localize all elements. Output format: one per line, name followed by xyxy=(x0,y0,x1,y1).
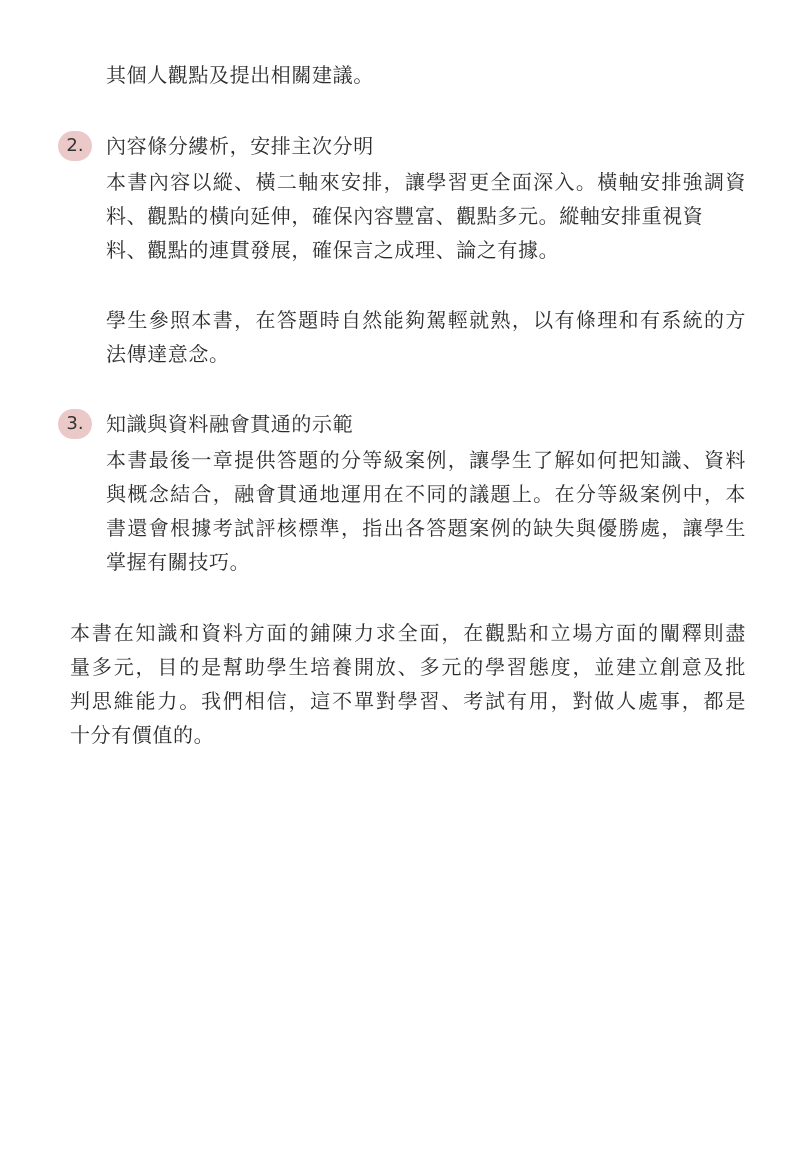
body-line: 本書最後一章提供答題的分等級案例，讓學生了解如何把知識、資料 xyxy=(106,448,746,472)
section-heading: 知識與資料融會貫通的示範 xyxy=(106,412,354,436)
body-line: 掌握有關技巧。 xyxy=(106,550,251,574)
section-number-badge: 2. xyxy=(58,131,92,161)
body-line: 書還會根據考試評核標準，指出各答題案例的缺失與優勝處，讓學生 xyxy=(106,516,746,540)
body-line: 本書在知識和資料方面的鋪陳力求全面，在觀點和立場方面的闡釋則盡 xyxy=(70,621,746,645)
conclusion-paragraph xyxy=(70,616,746,752)
body-line: 料、觀點的連貫發展，確保言之成理、論之有據。 xyxy=(106,238,560,262)
body-line: 量多元，目的是幫助學生培養開放、多元的學習態度，並建立創意及批 xyxy=(70,655,746,679)
body-line: 料、觀點的橫向延伸，確保內容豐富、觀點多元。縱軸安排重視資 xyxy=(106,204,704,228)
body-line: 法傳達意念。 xyxy=(106,342,230,366)
body-line: 與概念結合，融會貫通地運用在不同的議題上。在分等級案例中，本 xyxy=(106,482,746,506)
section-number-badge: 3. xyxy=(58,409,92,439)
intro-line: 其個人觀點及提出相關建議。 xyxy=(106,63,374,87)
body-line: 判思維能力。我們相信，這不單對學習、考試有用，對做人處事，都是 xyxy=(70,689,746,713)
body-line: 學生參照本書，在答題時自然能夠駕輕就熟，以有條理和有系統的方 xyxy=(106,308,746,332)
body-line: 十分有價值的。 xyxy=(70,723,215,747)
section-extra-paragraph xyxy=(106,303,746,371)
body-line: 本書內容以縱、橫二軸來安排，讓學習更全面深入。橫軸安排強調資 xyxy=(106,170,746,194)
section-body-paragraph xyxy=(106,443,746,579)
section-body-paragraph xyxy=(106,165,746,267)
section-heading: 內容條分縷析，安排主次分明 xyxy=(106,134,374,158)
intro-paragraph-tail xyxy=(106,58,746,92)
